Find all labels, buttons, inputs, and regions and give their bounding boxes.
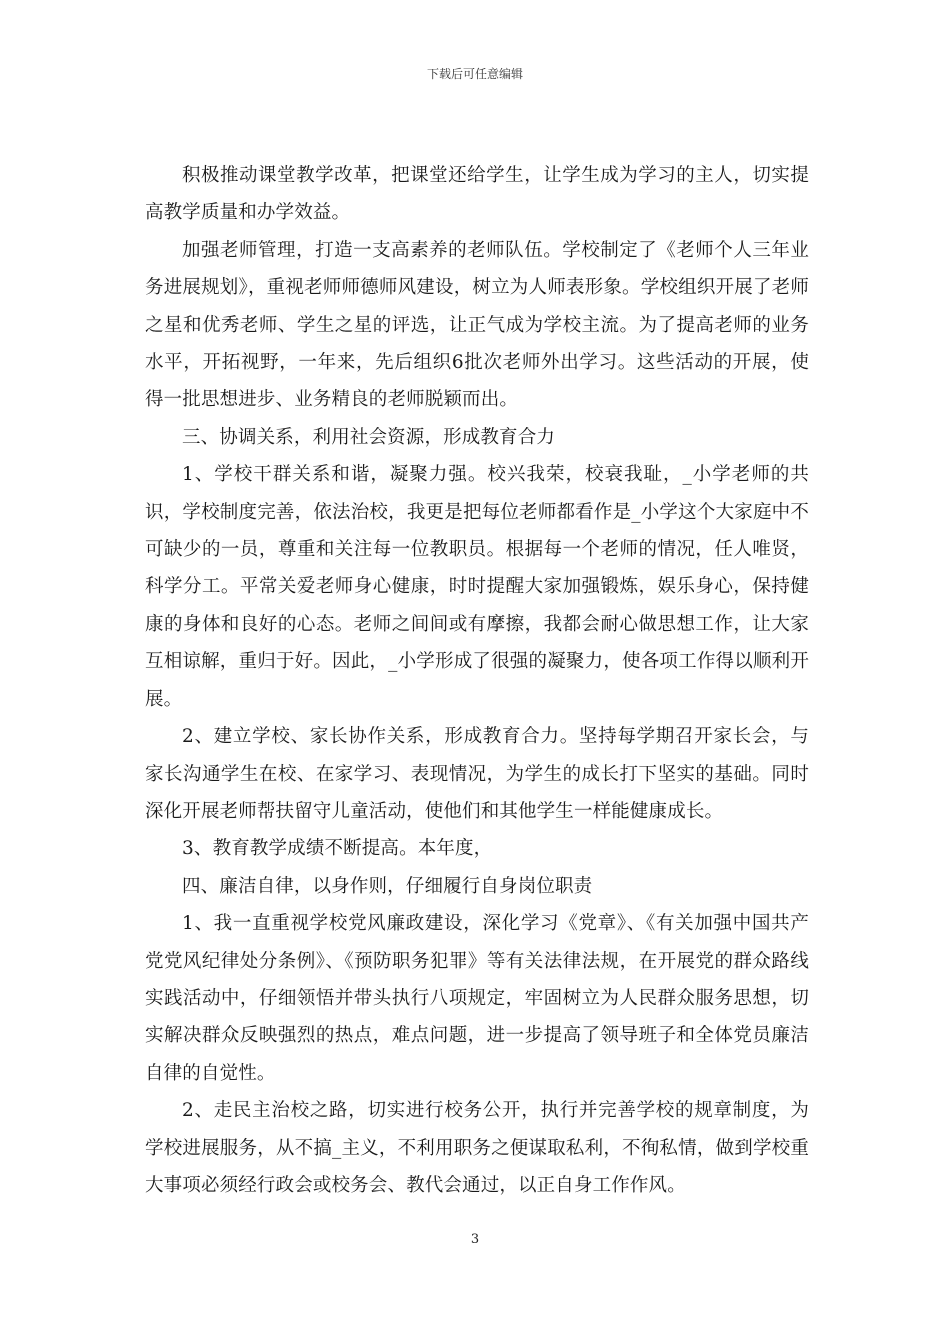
page-header-note: 下载后可任意编辑 [426,67,523,81]
section-heading: 四、廉洁自律，以身作则，仔细履行自身岗位职责 [182,875,593,897]
paragraph: 2、建立学校、家长协作关系，形成教育合力。坚持每学期召开家长会，与家长沟通学生在校、在家学习、表现情况，为学生的成长打下坚实的基础。同时深化开展老师帮扶留守儿童活动，使他们和其他学生一样能健康成长。 [145,726,809,822]
section-heading: 三、协调关系，利用社会资源，形成教育合力 [182,426,556,448]
document-body [145,157,809,1204]
paragraph: 加强老师管理，打造一支高素养的老师队伍。学校制定了《老师个人三年业务进展规划》，重视老师师德师风建设，树立为人师表形象。学校组织开展了老师之星和优秀老师、学生之星的评选，让正气成为学校主流。为了提高老师的业务水平，开拓视野，一年来，先后组织6批次老师外出学习。这些活动的开展，使得一批思想进步、业务精良的老师脱颖而出。 [145,239,809,411]
paragraph: 1、我一直重视学校党风廉政建设，深化学习《党章》、《有关加强中国共产党党风纪律处分条例》、《预防职务犯罪》等有关法律法规，在开展党的群众路线实践活动中，仔细领悟并带头执行八项规定，牢固树立为人民群众服务思想，切实解决群众反映强烈的热点，难点问题，进一步提高了领导班子和全体党员廉洁自律的自觉性。 [145,913,809,1084]
paragraph: 1、学校干群关系和谐，凝聚力强。校兴我荣，校衰我耻，_小学老师的共识，学校制度完善，依法治校，我更是把每位老师都看作是_小学这个大家庭中不可缺少的一员，尊重和关注每一位教职员。根据每一个老师的情况，任人唯贤，科学分工。平常关爱老师身心健康，时时提醒大家加强锻炼，娱乐身心，保持健康的身体和良好的心态。老师之间间或有摩擦，我都会耐心做思想工作，让大家互相谅解，重归于好。因此，_小学形成了很强的凝聚力，使各项工作得以顺利开展。 [145,464,809,710]
page-number: 3 [470,1232,480,1247]
paragraph: 3、教育教学成绩不断提高。本年度， [182,838,493,860]
paragraph: 2、走民主治校之路，切实进行校务公开，执行并完善学校的规章制度，为学校进展服务，从不搞_主义，不利用职务之便谋取私利，不徇私情，做到学校重大事项必须经行政会或校务会、教代会通过，以正自身工作作风。 [145,1100,809,1196]
paragraph: 积极推动课堂教学改革，把课堂还给学生，让学生成为学习的主人，切实提高教学质量和办学效益。 [145,165,809,224]
